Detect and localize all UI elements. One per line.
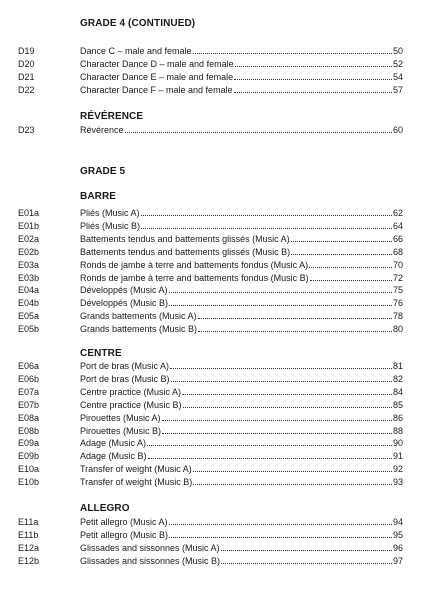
entry-title: Pliés (Music A) [80,208,140,218]
entry-title: Character Dance F – male and female [80,84,233,95]
entry-line [80,208,403,218]
entry-title: Centre practice (Music B) [80,399,182,410]
entry-line [80,234,403,244]
toc-entry[interactable] [0,311,424,324]
entry-title: Pirouettes (Music B) [80,425,162,436]
toc-entry[interactable] [0,451,424,464]
entry-line [80,464,403,474]
section-heading: ALLEGRO [80,503,130,514]
entry-line [80,517,403,527]
entry-line [80,556,403,566]
entry-line [80,298,403,308]
entry-title: Pirouettes (Music A) [80,412,161,423]
entry-code: D22 [18,84,35,95]
entry-line [80,85,403,95]
entry-page-number: 64 [392,220,403,231]
entry-title: Transfer of weight (Music B) [80,477,193,488]
toc-entry[interactable] [0,234,424,247]
entry-code: E03a [18,259,40,270]
toc-entry[interactable] [0,530,424,543]
dot-leader [125,125,392,133]
entry-line [80,221,403,231]
entry-title: Battements tendus and battements glissés (Music A) [80,233,290,244]
entry-page-number: 52 [392,58,403,69]
entry-code: E01b [18,220,40,231]
entry-page-number: 95 [392,529,403,540]
entry-line [80,451,403,461]
section-heading: BARRE [80,191,117,202]
entry-page-number: 57 [392,84,403,95]
dot-leader [309,260,392,268]
entry-code: E06a [18,361,40,371]
entry-line [80,46,403,56]
toc-entry[interactable] [0,361,424,374]
entry-page-number: 80 [392,324,403,335]
dot-leader [182,387,392,395]
entry-title: Développés (Music B) [80,298,169,309]
dot-leader [169,530,392,538]
entry-page-number: 90 [392,438,403,449]
section-heading: GRADE 5 [80,166,126,177]
dot-leader [310,273,392,281]
entry-code: E02a [18,233,40,244]
toc-entry[interactable] [0,464,424,477]
entry-code: E02b [18,246,40,257]
dot-leader [193,477,392,485]
entry-title: Battements tendus and battements glissés (Music B) [80,246,291,257]
entry-code: E08a [18,412,40,423]
entry-page-number: 92 [392,464,403,475]
entry-line [80,247,403,257]
entry-page-number: 88 [392,425,403,436]
entry-code: E07b [18,399,40,410]
dot-leader [234,85,392,93]
entry-page-number: 50 [392,46,403,56]
entry-code: E05b [18,324,40,335]
entry-title: Character Dance E – male and female [80,71,234,82]
toc-entry[interactable] [0,477,424,490]
entry-line [80,413,403,423]
entry-code: E10b [18,477,40,488]
entry-code: E12a [18,542,40,553]
entry-code: E09b [18,451,40,462]
entry-code: E11a [18,517,39,527]
entry-page-number: 66 [392,233,403,244]
toc-entry[interactable] [0,285,424,298]
dot-leader [198,324,392,332]
toc-entry[interactable] [0,208,424,221]
dot-leader [193,46,392,54]
dot-leader [234,72,392,80]
toc-entry[interactable] [0,400,424,413]
section-heading: GRADE 4 (CONTINUED) [80,18,196,29]
entry-line [80,530,403,540]
entry-page-number: 60 [392,125,403,135]
toc-entry[interactable] [0,247,424,260]
toc-entry[interactable] [0,426,424,439]
entry-code: E10a [18,464,40,475]
entry-page-number: 97 [392,555,403,566]
entry-code: E04a [18,285,40,296]
dot-leader [291,247,392,255]
toc-entry[interactable] [0,298,424,311]
toc-entry[interactable] [0,543,424,556]
entry-code: D21 [18,71,35,82]
entry-line [80,260,403,270]
entry-page-number: 82 [392,373,403,384]
dot-leader [221,556,392,564]
entry-title: Ronds de jambe à terre and battements fondus (Music B) [80,272,309,283]
dot-leader [221,543,392,551]
toc-entry[interactable] [0,260,424,273]
entry-line [80,387,403,397]
entry-title: Glissades and sissonnes (Music A) [80,542,220,553]
entry-line [80,72,403,82]
entry-page-number: 75 [392,285,403,296]
entry-title: Révérence [80,125,124,135]
entry-code: E07a [18,386,40,397]
dot-leader [162,413,392,421]
entry-title: Port de bras (Music A) [80,361,170,371]
dot-leader [141,208,392,216]
entry-title: Grands battements (Music B) [80,324,198,335]
entry-title: Dance C – male and female [80,46,192,56]
entry-code: E03b [18,272,40,283]
dot-leader [169,517,392,525]
entry-title: Développés (Music A) [80,285,168,296]
entry-page-number: 93 [392,477,403,488]
entry-line [80,285,403,295]
entry-line [80,543,403,553]
entry-title: Ronds de jambe à terre and battements fondus (Music A) [80,259,309,270]
section-heading: CENTRE [80,348,122,359]
entry-line [80,59,403,69]
dot-leader [141,221,392,229]
entry-code: E09a [18,438,40,449]
entry-title: Port de bras (Music B) [80,373,170,384]
entry-line [80,477,403,487]
entry-code: E05a [18,311,40,322]
toc-entry[interactable] [0,556,424,569]
dot-leader [170,361,392,369]
entry-code: D20 [18,58,35,69]
toc-entry[interactable] [0,59,424,72]
entry-line [80,125,403,135]
entry-page-number: 70 [392,259,403,270]
entry-title: Glissades and sissonnes (Music B) [80,555,221,566]
entry-code: D23 [18,125,35,135]
entry-page-number: 85 [392,399,403,410]
toc-entry[interactable] [0,72,424,85]
entry-code: D19 [18,46,35,56]
toc-entry[interactable] [0,221,424,234]
entry-title: Grands battements (Music A) [80,311,197,322]
toc-entry[interactable] [0,46,424,59]
dot-leader [147,438,392,446]
dot-leader [162,426,392,434]
entry-line [80,324,403,334]
toc-entry[interactable] [0,125,424,138]
entry-code: E01a [18,208,40,218]
toc-entry[interactable] [0,387,424,400]
entry-page-number: 76 [392,298,403,309]
entry-page-number: 78 [392,311,403,322]
dot-leader [171,374,392,382]
entry-title: Transfer of weight (Music A) [80,464,192,475]
entry-code: E04b [18,298,40,309]
entry-page-number: 81 [392,361,403,371]
entry-title: Adage (Music A) [80,438,147,449]
entry-title: Petit allegro (Music B) [80,529,169,540]
toc-entry[interactable] [0,85,424,98]
entry-code: E12b [18,555,40,566]
dot-leader [169,285,392,293]
dot-leader [198,311,392,319]
dot-leader [235,59,392,67]
entry-page-number: 54 [392,71,403,82]
dot-leader [291,234,392,242]
toc-entry[interactable] [0,374,424,387]
entry-line [80,438,403,448]
entry-page-number: 91 [392,451,403,462]
toc-entry[interactable] [0,324,424,337]
entry-line [80,311,403,321]
entry-title: Centre practice (Music A) [80,386,182,397]
entry-code: E06b [18,373,40,384]
toc-entry[interactable] [0,517,424,530]
entry-title: Character Dance D – male and female [80,58,234,69]
entry-page-number: 84 [392,386,403,397]
entry-page-number: 72 [392,272,403,283]
entry-page-number: 68 [392,246,403,257]
dot-leader [193,464,392,472]
entry-page-number: 94 [392,517,403,527]
toc-entry[interactable] [0,273,424,286]
entry-page-number: 96 [392,542,403,553]
entry-line [80,426,403,436]
toc-entry[interactable] [0,438,424,451]
entry-code: E11b [18,529,39,540]
entry-line [80,273,403,283]
dot-leader [183,400,392,408]
dot-leader [169,298,392,306]
entry-page-number: 86 [392,412,403,423]
toc-entry[interactable] [0,413,424,426]
entry-page-number: 62 [392,208,403,218]
entry-title: Adage (Music B) [80,451,147,462]
entry-line [80,374,403,384]
dot-leader [148,451,392,459]
entry-title: Pliés (Music B) [80,220,141,231]
section-heading: RÉVÉRENCE [80,111,144,122]
entry-line [80,400,403,410]
entry-code: E08b [18,425,40,436]
entry-line [80,361,403,371]
entry-title: Petit allegro (Music A) [80,517,168,527]
